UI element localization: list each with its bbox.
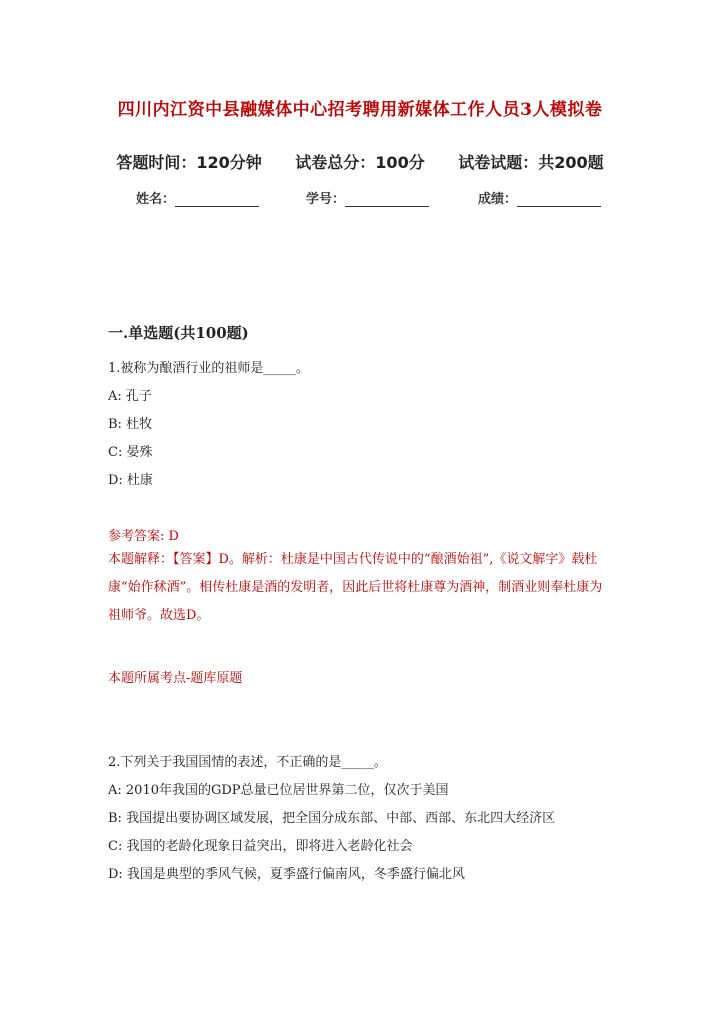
student-id-field (306, 188, 429, 207)
name-field (136, 188, 259, 207)
score-field (478, 188, 601, 207)
option-b: B: 我国提出要协调区域发展，把全国分成东部、中部、西部、东北四大经济区 (108, 811, 556, 826)
option-a: A: 孔子 (108, 389, 152, 404)
question-stem: 2.下列关于我国国情的表述，不正确的是_____。 (108, 755, 387, 770)
option-b: B: 杜牧 (108, 417, 153, 432)
question-stem: 1.被称为酿酒行业的祖师是_____。 (108, 361, 309, 376)
explanation: 本题解释：【答案】D。解析：杜康是中国古代传说中的“酿酒始祖”,《说文解字》载杜康“始作秫酒”。相传杜康是酒的发明者，因此后世将杜康尊为酒神，制酒业则奉杜康为祖师爷。故选D。 (108, 552, 603, 623)
option-d: D: 杜康 (108, 473, 153, 488)
score-blank (517, 194, 601, 207)
exam-time: 答题时间：120分钟 (116, 153, 262, 172)
option-c: C: 晏殊 (108, 445, 153, 460)
reference-answer: 参考答案: D (108, 529, 179, 544)
exam-total-score: 试卷总分：100分 (295, 153, 425, 172)
option-a: A: 2010年我国的GDP总量已位居世界第二位，仅次于美国 (108, 783, 449, 798)
name-blank (175, 194, 259, 207)
exam-question-count: 试卷试题：共200题 (458, 153, 604, 172)
section-title: 一.单选题(共100题) (108, 324, 249, 342)
name-label: 姓名： (136, 192, 176, 207)
student-id-label: 学号： (306, 192, 346, 207)
page-title: 四川内江资中县融媒体中心招考聘用新媒体工作人员3人模拟卷 (117, 100, 603, 120)
option-d: D: 我国是典型的季风气候，夏季盛行偏南风，冬季盛行偏北风 (108, 867, 465, 882)
exam-meta (0, 150, 720, 173)
score-label: 成绩： (478, 192, 518, 207)
knowledge-point: 本题所属考点-题库原题 (108, 671, 243, 686)
option-c: C: 我国的老龄化现象日益突出，即将进入老龄化社会 (108, 839, 413, 854)
student-id-blank (345, 194, 429, 207)
